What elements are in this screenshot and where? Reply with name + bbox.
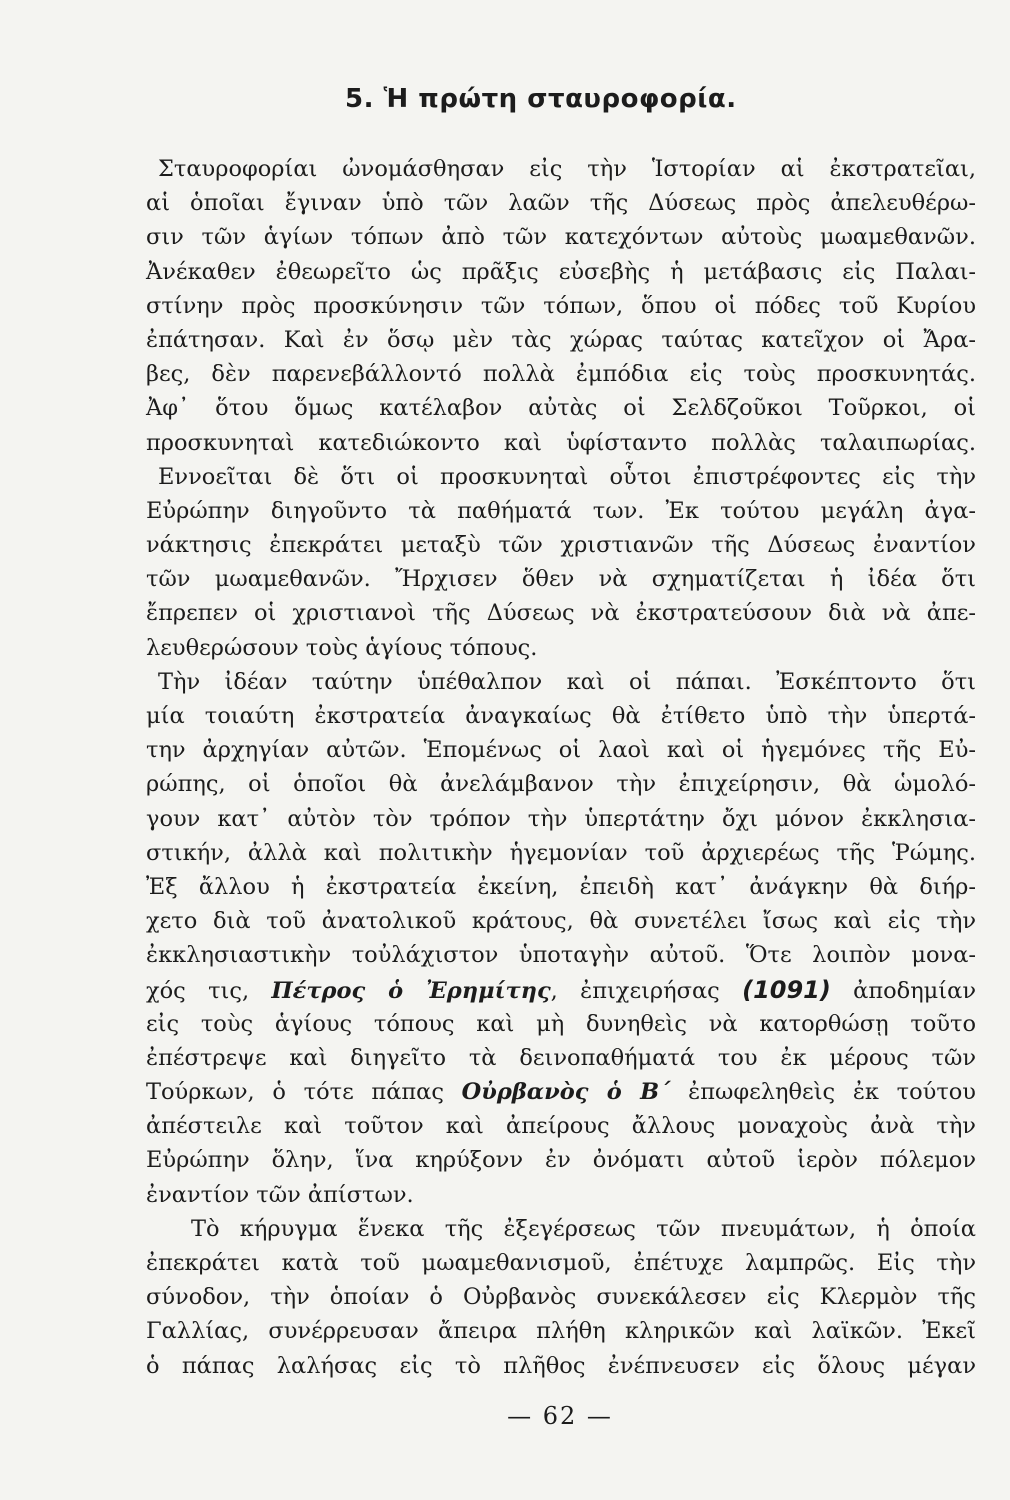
text-line: Τὸ κήρυγμα ἕνεκα τῆς ἐξεγέρσεως τῶν πνευμάτων, ἡ ὁποία — [191, 1215, 976, 1242]
year-date: (1091) — [742, 975, 831, 1004]
text-line: ἐκκλησιαστικὴν τοὐλάχιστον ὑποταγὴν αὐτοῦ. Ὅτε λοιπὸν μονα- — [146, 942, 976, 969]
text-line: ἐπέστρεψε καὶ διηγεῖτο τὰ δεινοπαθήματά του ἐκ μέρους τῶν — [146, 1044, 976, 1071]
text-line: στίνην πρὸς προσκύνησιν τῶν τόπων, ὅπου οἱ πόδες τοῦ Κυρίου — [146, 292, 976, 319]
text-line: Ἀφ᾽ ὅτου ὅμως κατέλαβον αὐτὰς οἱ Σελδζοῦκοι Τοῦρκοι, οἱ — [146, 395, 976, 422]
text-line: γουν κατ᾽ αὐτὸν τὸν τρόπον τὴν ὑπερτάτην ὄχι μόνον ἐκκλησια- — [146, 805, 976, 832]
text-segment: ἀποδημίαν — [830, 977, 977, 1004]
text-line: την ἀρχηγίαν αὐτῶν. Ἑπομένως οἱ λαοὶ καὶ οἱ ἡγεμόνες τῆς Εὐ- — [146, 737, 976, 764]
text-line: Γαλλίας, συνέρρευσαν ἄπειρα πλήθη κληρικῶν καὶ λαϊκῶν. Ἐκεῖ — [146, 1318, 976, 1345]
body-text — [146, 152, 976, 1383]
text-line: Εὐρώπην ὅλην, ἵνα κηρύξονν ἐν ὀνόματι αὐτοῦ ἱερὸν πόλεμον — [146, 1147, 976, 1174]
person-name-urban: Οὐρβανὸς ὁ Β΄ — [461, 1079, 671, 1106]
person-name-petros: Πέτρος ὁ Ἐρημίτης — [271, 977, 551, 1004]
text-line: Σταυροφορίαι ὠνομάσθησαν εἰς τὴν Ἱστορίαν αἱ ἐκστρατεῖαι, — [158, 156, 976, 182]
text-line: βες, δὲν παρενεβάλλοντό πολλὰ ἐμπόδια εἰς τοὺς προσκυνητάς. — [146, 361, 976, 388]
text-segment: , ἐπιχειρήσας — [550, 977, 743, 1004]
text-line: ἀπέστειλε καὶ τοῦτον καὶ ἀπείρους ἄλλους μοναχοὺς ἀνὰ τὴν — [146, 1113, 976, 1140]
text-line: Ἐξ ἄλλου ἡ ἐκστρατεία ἐκείνη, ἐπειδὴ κατ᾽ ἀνάγκην θὰ διήρ- — [146, 873, 976, 900]
text-line: σύνοδον, τὴν ὁποίαν ὁ Οὐρβανὸς συνεκάλεσεν εἰς Κλερμὸν τῆς — [146, 1284, 976, 1311]
text-line: στικήν, ἀλλὰ καὶ πολιτικὴν ἡγεμονίαν τοῦ ἀρχιερέως τῆς Ῥώμης. — [146, 839, 976, 866]
text-line: χετο διὰ τοῦ ἀνατολικοῦ κράτους, θὰ συνετέλει ἴσως καὶ εἰς τὴν — [146, 908, 976, 935]
text-line: αἱ ὁποῖαι ἔγιναν ὑπὸ τῶν λαῶν τῆς Δύσεως πρὸς ἀπελευθέρω- — [146, 190, 976, 217]
text-line: ἐναντίον τῶν ἀπίστων. — [146, 1181, 414, 1208]
text-line: Ἀνέκαθεν ἐθεωρεῖτο ὡς πρᾶξις εὐσεβὴς ἡ μετάβασις εἰς Παλαι- — [146, 258, 976, 285]
text-segment: χός τις, — [146, 977, 272, 1004]
text-line-with-names — [146, 1075, 976, 1109]
text-line: ρώπης, οἱ ὁποῖοι θὰ ἀνελάμβανον τὴν ἐπιχείρησιν, θὰ ὡμολό- — [146, 771, 976, 798]
text-line: ἔπρεπεν οἱ χριστιανοὶ τῆς Δύσεως νὰ ἐκστρατεύσουν διὰ νὰ ἀπε- — [146, 600, 976, 627]
text-line: Τὴν ἰδέαν ταύτην ὑπέθαλπον καὶ οἱ πάπαι. Ἐσκέπτοντο ὅτι — [158, 668, 976, 695]
text-line-with-names — [146, 973, 976, 1007]
text-segment: Τούρκων, ὁ τότε πάπας — [146, 1079, 462, 1106]
text-line: ἐπάτησαν. Καὶ ἐν ὅσῳ μὲν τὰς χώρας ταύτας κατεῖχον οἱ Ἄρα- — [146, 326, 976, 353]
text-line: ἐπεκράτει κατὰ τοῦ μωαμεθανισμοῦ, ἐπέτυχε λαμπρῶς. Εἰς τὴν — [146, 1250, 976, 1276]
page-number: — 62 — — [507, 1402, 613, 1430]
text-line: μία τοιαύτη ἐκστρατεία ἀναγκαίως θὰ ἐτίθετο ὑπὸ τὴν ὑπερτά- — [146, 703, 976, 729]
text-segment: ἐπωφεληθεὶς ἐκ τούτου — [670, 1079, 976, 1106]
text-line: λευθερώσουν τοὺς ἁγίους τόπους. — [146, 634, 538, 661]
text-line: εἰς τοὺς ἁγίους τόπους καὶ μὴ δυνηθεὶς νὰ κατορθώσῃ τοῦτο — [146, 1010, 976, 1037]
text-line: σιν τῶν ἁγίων τόπων ἀπὸ τῶν κατεχόντων αὐτοὺς μωαμεθανῶν. — [146, 224, 976, 251]
text-line: Εννοεῖται δὲ ὅτι οἱ προσκυνηταὶ οὗτοι ἐπιστρέφοντες εἰς τὴν — [158, 463, 976, 490]
text-line: προσκυνηταὶ κατεδιώκοντο καὶ ὑφίσταντο πολλὰς ταλαιπωρίας. — [146, 429, 976, 456]
text-line: νάκτησις ἐπεκράτει μεταξὺ τῶν χριστιανῶν τῆς Δύσεως ἐναντίον — [146, 532, 976, 559]
text-line: ὁ πάπας λαλήσας εἰς τὸ πλῆθος ἐνέπνευσεν εἰς ὅλους μέγαν — [146, 1352, 976, 1379]
text-line: τῶν μωαμεθανῶν. Ἤρχισεν ὅθεν νὰ σχηματίζεται ἡ ἰδέα ὅτι — [146, 566, 976, 593]
text-line: Εὐρώπην διηγοῦντο τὰ παθήματά των. Ἐκ τούτου μεγάλη ἀγα- — [146, 497, 976, 524]
section-heading: 5. Ἡ πρώτη σταυροφορία. — [345, 84, 737, 114]
